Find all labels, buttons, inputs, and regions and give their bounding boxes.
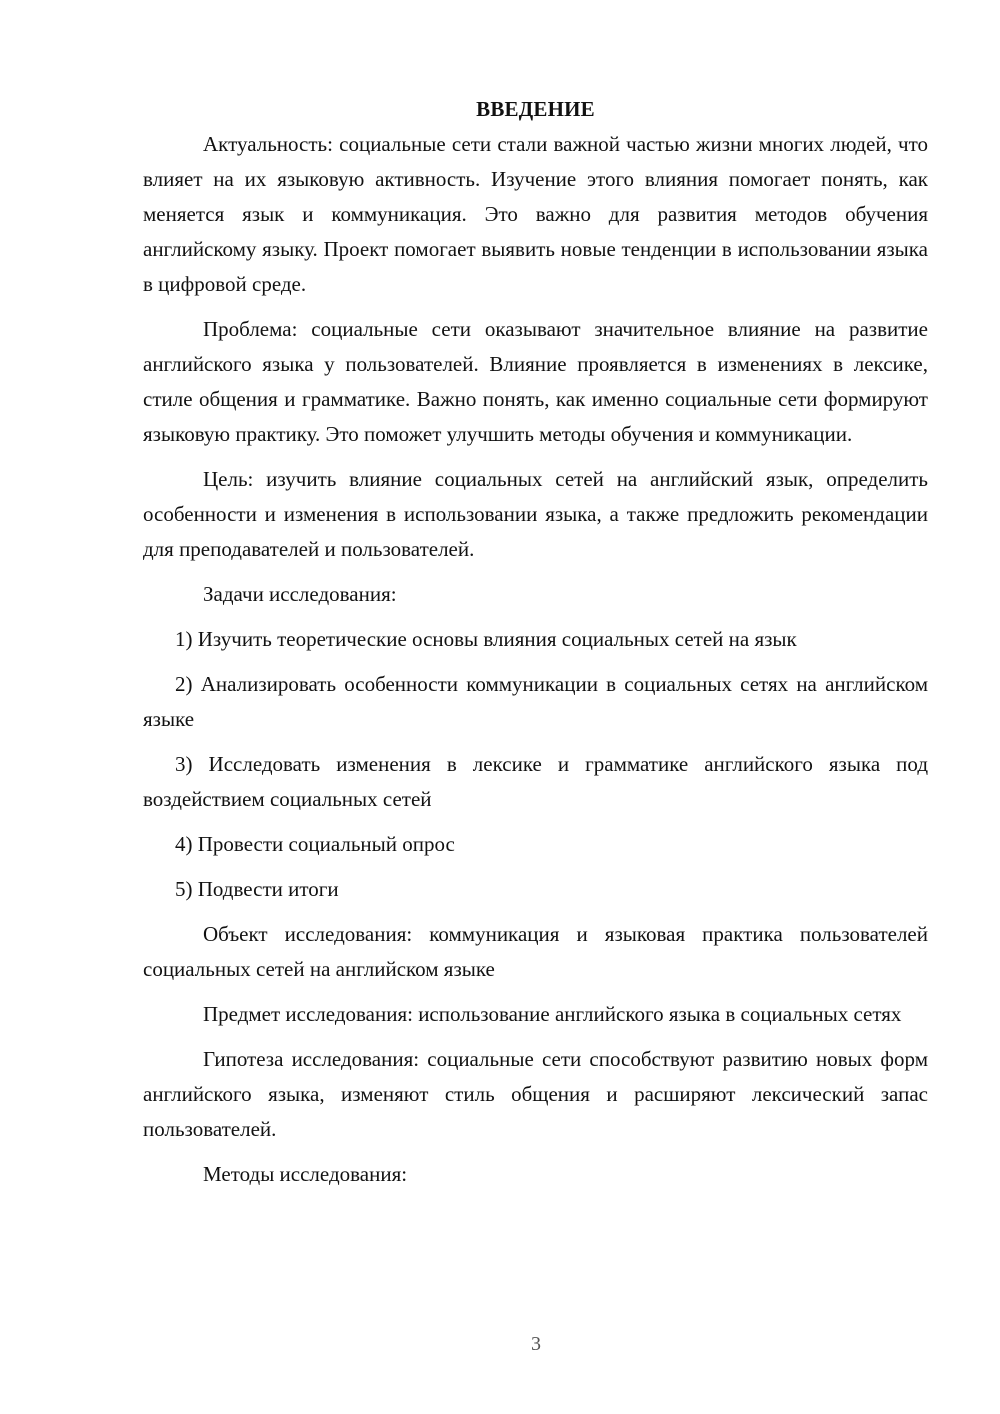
object-paragraph: Объект исследования: коммуникация и языковая практика пользователей социальных сетей на английском языке	[143, 922, 928, 981]
task-item-4: 4) Провести социальный опрос	[175, 832, 455, 856]
page-content	[143, 92, 928, 1192]
methods-heading: Методы исследования:	[203, 1162, 408, 1186]
task-item-5: 5) Подвести итоги	[175, 877, 339, 901]
problem-paragraph: Проблема: социальные сети оказывают значительное влияние на развитие английского языка у пользователей. Влияние проявляется в изменениях в лексике, стиле общения и грамматике. Важно понять, как именно социальные сети формируют языковую практику. Это поможет улучшить методы обучения и коммуникации.	[143, 317, 928, 446]
task-item-1: 1) Изучить теоретические основы влияния социальных сетей на язык	[175, 627, 797, 651]
task-item-3: 3) Исследовать изменения в лексике и грамматике английского языка под воздействием социальных сетей	[143, 752, 928, 811]
tasks-heading: Задачи исследования:	[203, 582, 397, 606]
task-item-2: 2) Анализировать особенности коммуникации в социальных сетях на английском языке	[143, 672, 928, 731]
goal-paragraph: Цель: изучить влияние социальных сетей на английский язык, определить особенности и изменения в использовании языка, а также предложить рекомендации для преподавателей и пользователей.	[143, 467, 928, 561]
page-title: ВВЕДЕНИЕ	[476, 97, 595, 121]
relevance-paragraph: Актуальность: социальные сети стали важной частью жизни многих людей, что влияет на их языковую активность. Изучение этого влияния помогает понять, как меняется язык и коммуникация. Это важно для развития методов обучения английскому языку. Проект помогает выявить новые тенденции в использовании языка в цифровой среде.	[143, 132, 928, 296]
subject-paragraph: Предмет исследования: использование английского языка в социальных сетях	[203, 1002, 902, 1026]
page-number: 3	[531, 1333, 541, 1355]
hypothesis-paragraph: Гипотеза исследования: социальные сети способствуют развитию новых форм английского языка, изменяют стиль общения и расширяют лексический запас пользователей.	[143, 1047, 928, 1141]
